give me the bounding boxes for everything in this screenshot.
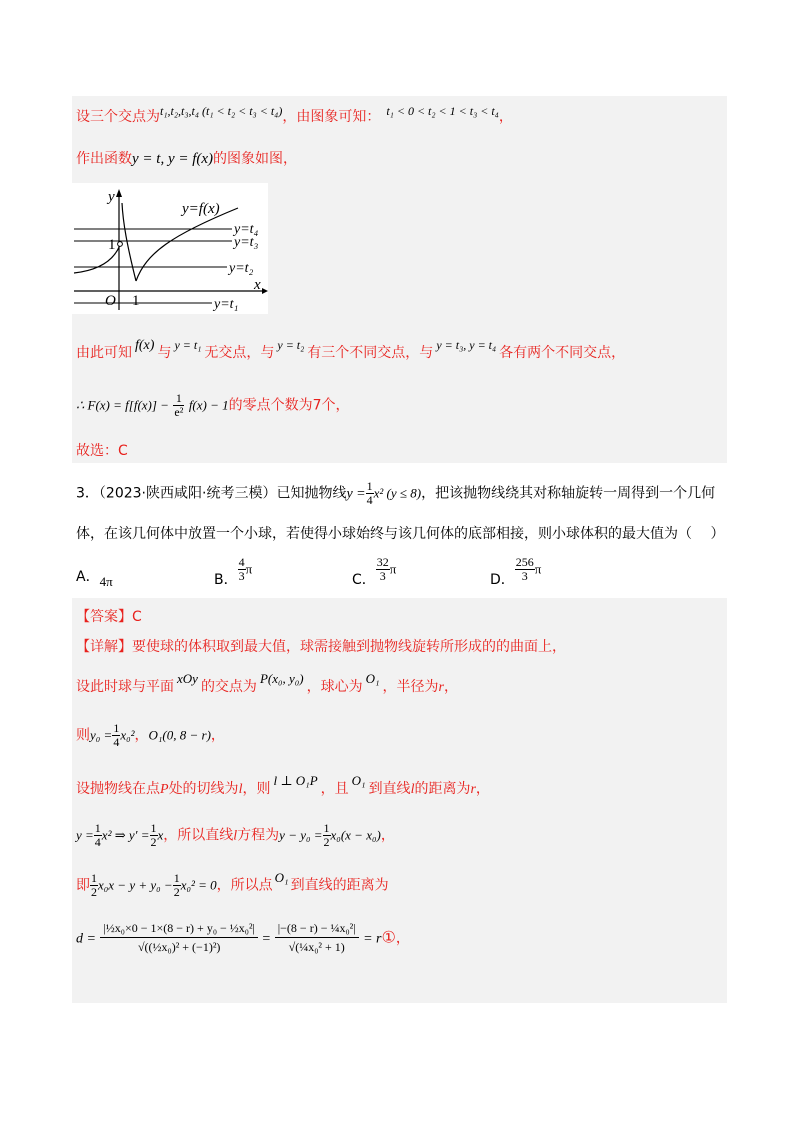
distance-formula: d = $\frac{\text{|½x₀×0 − 1×(8 − r) + y₀ − ½x₀²|}}{\text{√((½x₀)² + (−1)²)}}$ = $\frac{\text{|−(8 − r) − ¼x₀²|}}{\text{√(¼x₀² + 1)}}$ = r①，	[76, 921, 410, 954]
detail-line3: 则y₀ = $\frac{1}{4}$ x₀²，O₁(0, 8 − r)，	[76, 721, 225, 749]
text-line-zero-count: ∴ F(x) = f[f(x)] − $\frac{1}{\text{e²}}$ f(x) − 1的零点个数为7个，	[76, 391, 350, 419]
detail-line6: 即 $\frac{1}{2}$ x₀x − y + y₀ − $\frac{1}{2}$ x₀² = 0，所以点O₁到直线的距离为	[76, 869, 389, 899]
function-graph	[72, 183, 268, 314]
y-one-label: 1	[108, 237, 116, 253]
label-t1: y=t₁	[214, 297, 239, 312]
curve-label: y=f(x)	[182, 201, 220, 217]
option-a: A．4π	[76, 569, 113, 589]
answer-label: 【答案】C	[76, 609, 142, 625]
axis-y-label: y	[108, 189, 115, 205]
label-t4: y=t₄	[234, 222, 259, 237]
text-line-intersections: 设三个交点为t₁,t₂,t₃,t₄ (t₁ < t₂ < t₃ < t₄)，由图象可知： t₁ < 0 < t₂ < 1 < t₃ < t₄，	[76, 104, 513, 125]
detail-line4: 设抛物线在点P处的切线为l，则l ⊥ O₁P，且O₁到直线l的距离为r，	[76, 773, 490, 797]
detail-line2: 设此时球与平面xOy的交点为P(x₀, y₀)，球心为O₁，半径为r，	[76, 671, 458, 695]
detail-line5: y = $\frac{1}{4}$ x² ⇒ y′ = $\frac{1}{2}$ x，所以直线l方程为y − y₀ = $\frac{1}{2}$ x₀(x − x₀)，	[76, 821, 395, 849]
axis-x-label: x	[254, 277, 261, 293]
option-c: C． $\frac{32}{3}$ π	[352, 555, 397, 588]
text-line-choice: 故选：C	[76, 443, 128, 459]
option-d: D． $\frac{256}{3}$ π	[490, 555, 542, 588]
text-line-graph-intro: 作出函数y = t, y = f(x)的图象如图，	[76, 151, 298, 167]
detail-line1: 【详解】要使球的体积取到最大值，球需接触到抛物线旋转所形成的的曲面上，	[76, 639, 566, 655]
x-one-label: 1	[132, 293, 140, 309]
label-t3: y=t₃	[234, 235, 259, 250]
text-line-conclusion: 由此可知 f(x) 与 y = t₁ 无交点，与 y = t₂ 有三个不同交点，与 y = t₃, y = t₄ 各有两个不同交点，	[76, 338, 626, 361]
question-3-line1: 3．（2023·陕西咸阳·统考三模）已知抛物线y = $\frac{1}{4}$ x² (y ≤ 8)，把该抛物线绕其对称轴旋转一周得到一个几何	[76, 479, 716, 507]
origin-label: O	[105, 293, 116, 309]
question-3-line2: 体，在该几何体中放置一个小球，若使得小球始终与该几何体的底部相接，则小球体积的最大值为（ ）	[76, 526, 725, 542]
label-t2: y=t₂	[229, 261, 254, 276]
option-b: B． $\frac{4}{3}$ π	[214, 555, 253, 588]
